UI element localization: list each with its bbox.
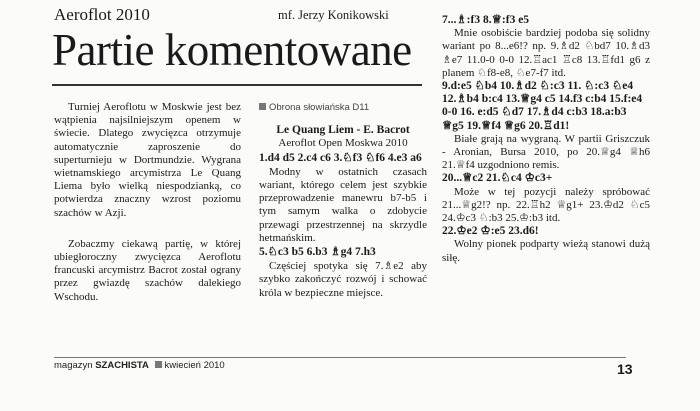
move-sequence: 7...♗:f3 8.♕:f3 e5 xyxy=(442,14,530,26)
intro-paragraph: Zobaczmy ciekawą partię, w której ubiegłoroczny zwycięzca Aeroflotu francuski arcymistrz Bacrot został ograny przez gwiazdę szachów dalekiego Wschodu. xyxy=(54,237,241,303)
magazine-name: SZACHISTA xyxy=(95,360,149,371)
square-bullet-icon xyxy=(259,103,266,110)
commentary-paragraph: Może w tej pozycji należy spróbować 21...♕g2!? np. 22.♖h2 ♕g1+ 23.♔d2 ♘c5 24.♔c3 ♘:b3 25.♔:b3 itd. xyxy=(442,185,650,225)
footer xyxy=(54,360,225,371)
title-rule xyxy=(52,84,422,86)
square-bullet-icon xyxy=(155,361,162,368)
game-heading: Le Quang Liem - E. Bacrot xyxy=(276,124,410,137)
game-column xyxy=(259,101,427,300)
page-title: Partie komentowane xyxy=(52,25,412,75)
author-byline: mf. Jerzy Konikowski xyxy=(278,8,389,22)
move-sequence: 5.♘c3 b5 6.b3 ♗g4 7.h3 xyxy=(259,246,376,259)
intro-column xyxy=(54,101,241,304)
commentary-paragraph: Białe grają na wygraną. W partii Griszczuk - Aronian, Bursa 2010, po 20.♕g4 ♕h6 21.♕f4 uzgodniono remis. xyxy=(442,132,650,172)
move-sequence: 9.d:e5 ♘b4 10.♗d2 ♘:c3 11. ♘:c3 ♘e4 12.♗b4 b:c4 13.♕g4 c5 14.f3 c:b4 15.f:e4 0-0 16. e:d5 ♘d7 17.♗d4 c:b3 18.a:b3 ♕g5 19.♕f4 ♕g6 20.♖d1! xyxy=(442,80,643,132)
commentary-paragraph: Mnie osobiście bardziej podoba się solidny wariant po 8...e6!? np. 9.♗d2 ♘bd7 10.♗d3 ♗e7 11.0-0 0-0 12.♖ac1 ♖c8 13.♖fd1 g6 z planem ♘f8-e8, ♘e7-f7 itd. xyxy=(442,27,650,79)
magazine-prefix: magazyn xyxy=(54,360,93,371)
analysis-column xyxy=(442,14,650,265)
opening-label xyxy=(259,101,427,114)
footer-rule xyxy=(54,357,626,358)
commentary-paragraph: Wolny pionek podparty wieżą stanowi dużą siłę. xyxy=(442,238,650,264)
intro-paragraph: Turniej Aeroflotu w Moskwie jest bez wątpienia najsilniejszym openem w świecie. Dlatego zwycięzca otrzymuje automatycznie zaproszenie do superturnieju w Dortmundzie. Wygrana wietnamskiego arcymistrza Le Quang Liema było wielką niespodzianką, co potwierdza znaczny wzrost poziomu szachów w Azji. xyxy=(54,101,241,219)
game-event: Aeroflot Open Moskwa 2010 xyxy=(278,137,408,150)
opening-text: Obrona słowiańska D11 xyxy=(269,102,370,113)
move-sequence: 20...♕c2 21.♘c4 ♔c3+ xyxy=(442,172,553,185)
commentary-paragraph: Modny w ostatnich czasach wariant, którego celem jest szybkie przeprowadzenie manewru b7-b5 i tym samym walka o zdobycie przewagi przestrzennej na skrzydle hetmańskim. xyxy=(259,165,427,244)
issue-date: kwiecień 2010 xyxy=(164,360,225,371)
section-label: Aeroflot 2010 xyxy=(54,5,150,24)
move-sequence: 1.d4 d5 2.c4 c6 3.♘f3 ♘f6 4.e3 a6 xyxy=(259,151,422,164)
commentary-paragraph: Częściej spotyka się 7.♗e2 aby szybko zakończyć rozwój i schować króla w bezpieczne miejsce. xyxy=(259,260,427,299)
move-sequence: 22.♔e2 ♔:e5 23.d6! xyxy=(442,225,539,238)
page-number: 13 xyxy=(617,361,633,377)
